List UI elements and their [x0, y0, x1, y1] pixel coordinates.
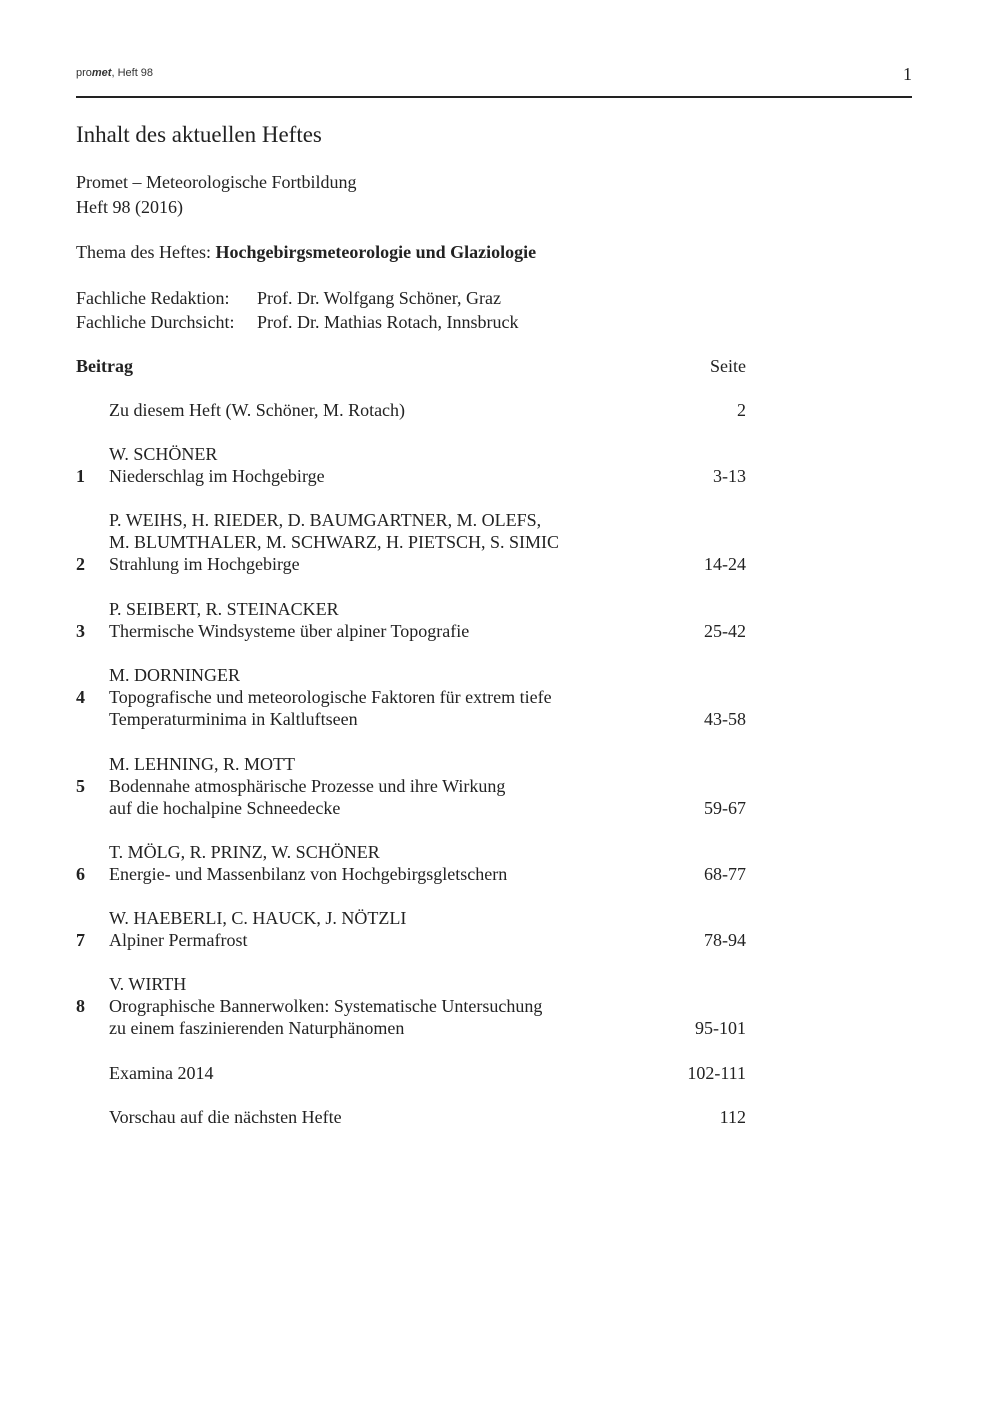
page-title: Inhalt des aktuellen Heftes [76, 122, 322, 147]
toc-entry [76, 1062, 746, 1084]
theme-value: Hochgebirgsmeteorologie und Glaziologie [215, 242, 537, 262]
entry-pages: 3-13 [713, 466, 746, 486]
entry-authors-line [76, 907, 746, 929]
entry-authors: P. WEIHS, H. RIEDER, D. BAUMGARTNER, M. OLEFS, [109, 510, 542, 530]
entry-title: zu einem faszinierenden Naturphänomen [109, 1018, 405, 1038]
entry-authors-line [76, 531, 746, 553]
entry-title-line [76, 929, 746, 951]
brand-met: met [91, 67, 112, 79]
entry-title: Zu diesem Heft (W. Schöner, M. Rotach) [109, 400, 406, 420]
entry-title-line [76, 1106, 746, 1128]
credit-value: Prof. Dr. Mathias Rotach, Innsbruck [257, 312, 519, 332]
theme-label: Thema des Heftes: [76, 242, 216, 262]
entry-pages: 59-67 [704, 798, 746, 818]
toc-header-seite: Seite [710, 356, 746, 376]
toc-header-beitrag: Beitrag [76, 356, 133, 376]
entry-title-line [76, 775, 746, 797]
entry-number: 3 [76, 621, 85, 641]
entry-authors: M. LEHNING, R. MOTT [109, 754, 295, 774]
entry-title: Temperaturminima in Kaltluftseen [109, 709, 358, 729]
entry-title-line [76, 620, 746, 642]
entry-pages: 2 [737, 400, 746, 420]
toc-entry [76, 443, 746, 487]
entry-authors-line [76, 598, 746, 620]
credit-editor [76, 288, 501, 309]
toc-entry [76, 598, 746, 642]
entry-title: Thermische Windsysteme über alpiner Topografie [109, 621, 470, 641]
credit-value: Prof. Dr. Wolfgang Schöner, Graz [257, 288, 501, 308]
entry-title: Strahlung im Hochgebirge [109, 554, 300, 574]
credit-label: Fachliche Redaktion: [76, 288, 230, 308]
entry-pages: 25-42 [704, 621, 746, 641]
toc-entry [76, 841, 746, 885]
entry-title: Niederschlag im Hochgebirge [109, 466, 325, 486]
entry-title: Orographische Bannerwolken: Systematische Untersuchung [109, 996, 543, 1016]
toc-entry [76, 664, 746, 730]
entry-authors-line [76, 753, 746, 775]
entry-pages: 68-77 [704, 864, 746, 884]
entry-pages: 112 [719, 1107, 746, 1127]
theme-line [76, 242, 536, 263]
entry-number: 4 [76, 687, 85, 707]
journal-issue-label [76, 67, 153, 79]
entry-title-line [76, 1062, 746, 1084]
entry-title-line [76, 708, 746, 730]
toc-entry [76, 973, 746, 1039]
entry-number: 7 [76, 930, 85, 950]
entry-title: Alpiner Permafrost [109, 930, 248, 950]
toc-entry [76, 753, 746, 819]
entry-title-line [76, 797, 746, 819]
entry-title: Energie- und Massenbilanz von Hochgebirgsgletschern [109, 864, 508, 884]
entry-authors: M. BLUMTHALER, M. SCHWARZ, H. PIETSCH, S. SIMIC [109, 532, 560, 552]
entry-number: 5 [76, 776, 85, 796]
entry-title: Bodennahe atmosphärische Prozesse und ihre Wirkung [109, 776, 506, 796]
entry-title-line [76, 465, 746, 487]
entry-authors: V. WIRTH [109, 974, 187, 994]
entry-authors: M. DORNINGER [109, 665, 241, 685]
entry-pages: 95-101 [695, 1018, 746, 1038]
entry-number: 1 [76, 466, 85, 486]
page-number: 1 [903, 64, 912, 84]
entry-pages: 43-58 [704, 709, 746, 729]
entry-title-line [76, 399, 746, 421]
issue-label: , Heft 98 [111, 67, 154, 79]
entry-title: auf die hochalpine Schneedecke [109, 798, 341, 818]
entry-title: Examina 2014 [109, 1063, 214, 1083]
entry-authors-line [76, 443, 746, 465]
issue-line: Heft 98 (2016) [76, 197, 183, 217]
entry-authors: T. MÖLG, R. PRINZ, W. SCHÖNER [109, 842, 380, 862]
entry-pages: 78-94 [704, 930, 746, 950]
entry-title-line [76, 863, 746, 885]
entry-authors-line [76, 664, 746, 686]
entry-authors-line [76, 841, 746, 863]
credit-label: Fachliche Durchsicht: [76, 312, 235, 332]
entry-title-line [76, 1017, 746, 1039]
series-name: Promet – Meteorologische Fortbildung [76, 172, 357, 192]
entry-title-line [76, 686, 746, 708]
entry-authors: P. SEIBERT, R. STEINACKER [109, 599, 339, 619]
entry-authors-line [76, 973, 746, 995]
entry-title-line [76, 995, 746, 1017]
toc-entry [76, 509, 746, 575]
toc-entry [76, 907, 746, 951]
entry-authors: W. HAEBERLI, C. HAUCK, J. NÖTZLI [109, 908, 407, 928]
brand-pro: pro [76, 67, 92, 79]
entry-number: 8 [76, 996, 85, 1016]
entry-number: 6 [76, 864, 85, 884]
toc-entry [76, 399, 746, 421]
entry-title: Vorschau auf die nächsten Hefte [109, 1107, 342, 1127]
entry-authors: W. SCHÖNER [109, 444, 218, 464]
entry-number: 2 [76, 554, 85, 574]
entry-pages: 14-24 [704, 554, 746, 574]
entry-pages: 102-111 [687, 1063, 746, 1083]
toc-entry [76, 1106, 746, 1128]
entry-authors-line [76, 509, 746, 531]
credit-reviewer [76, 312, 518, 333]
entry-title-line [76, 553, 746, 575]
entry-title: Topografische und meteorologische Faktoren für extrem tiefe [109, 687, 552, 707]
toc-header [76, 356, 746, 377]
running-header [76, 64, 912, 98]
